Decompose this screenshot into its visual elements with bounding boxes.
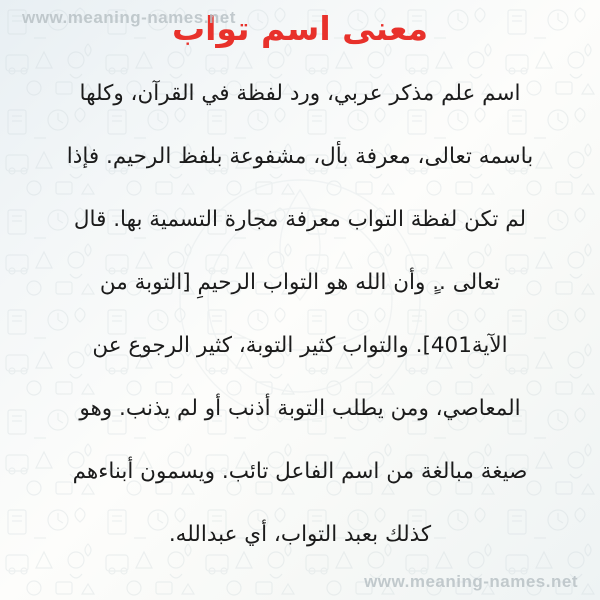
article-body	[0, 62, 600, 572]
text-line: تعالى ..ٍ وأن الله هو التواب الرحيمِ [التوبة من	[99, 269, 501, 295]
page-title-text: معنى اسم تواب	[171, 9, 429, 48]
text-line: لم تكن لفظة التواب معرفة مجارة التسمية بها. قال	[73, 206, 527, 232]
text-line: كذلك بعبد التواب، أي عبدالله.	[168, 521, 432, 547]
text-line: باسمه تعالى، معرفة بأل، مشفوعة بلفظ الرحيم. فإذا	[66, 143, 534, 169]
text-line: المعاصي، ومن يطلب التوبة أذنب أو لم يذنب. وهو	[79, 395, 521, 421]
watermark-top: www.meaning-names.net	[22, 8, 236, 27]
text-line: اسم علم مذكر عربي، ورد لفظة في القرآن، وكلها	[79, 80, 521, 106]
watermark-bottom: www.meaning-names.net	[364, 572, 578, 591]
text-line: الآية401]. والتواب كثير التوبة، كثير الرجوع عن	[92, 332, 508, 358]
text-line: صيغة مبالغة من اسم الفاعل تائب. ويسمون أبناءهم	[72, 458, 528, 484]
